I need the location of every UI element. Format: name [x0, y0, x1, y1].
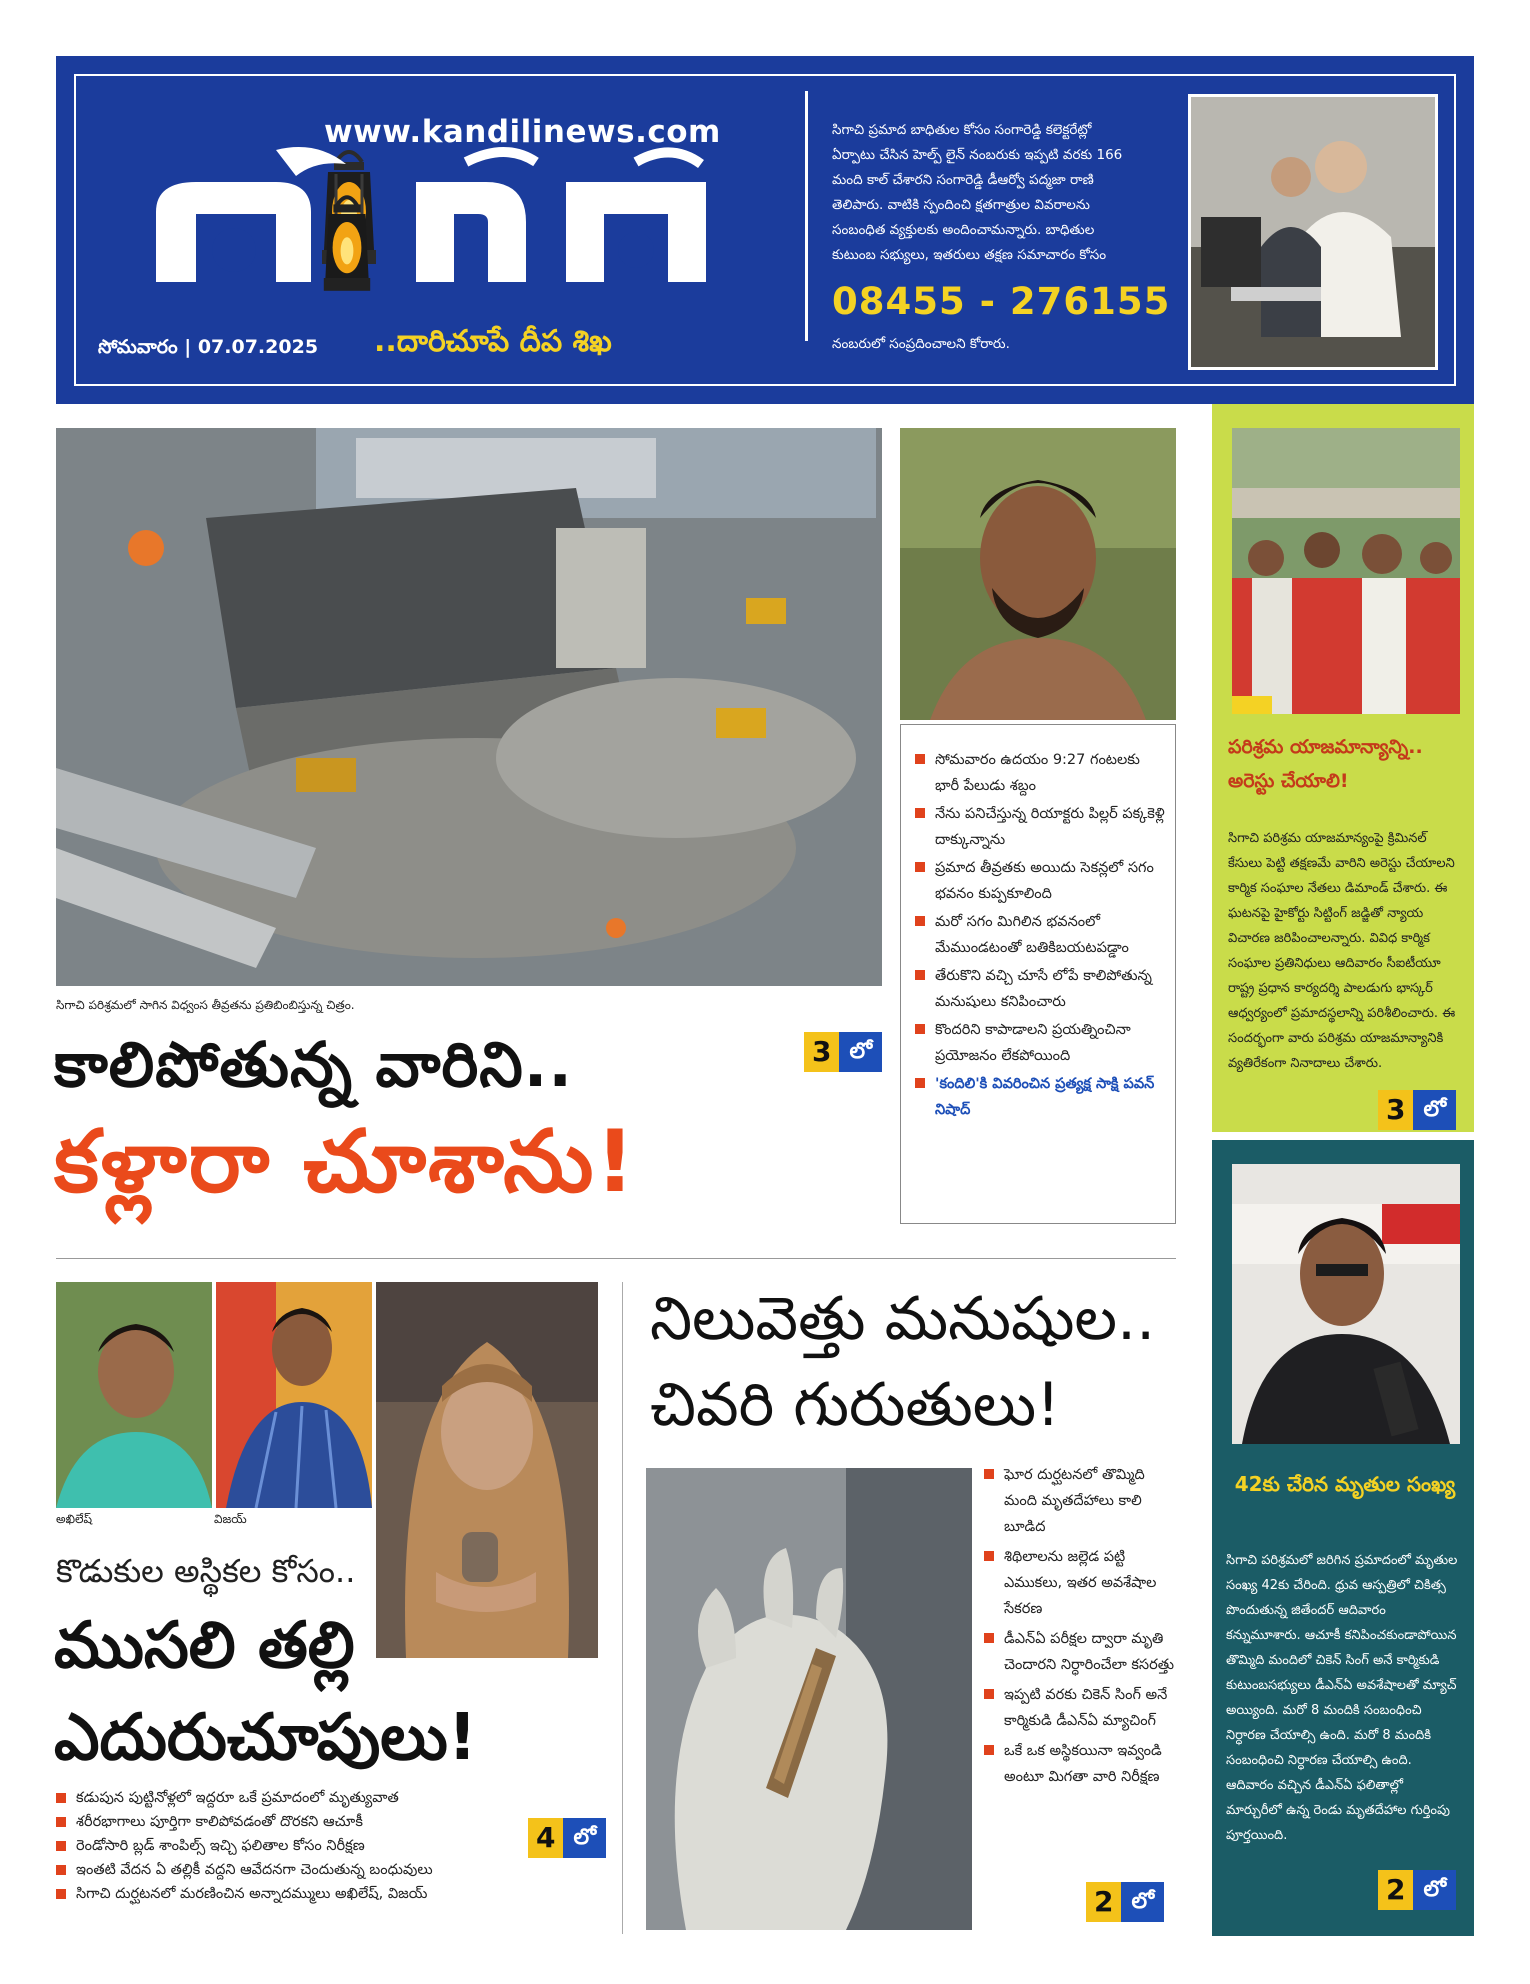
list-item: రెండోసారి బ్లడ్ శాంపిల్స్ ఇచ్చి ఫలితాల కోసం నిరీక్షణ [56, 1834, 596, 1858]
arrest-page-ref[interactable] [1378, 1090, 1456, 1130]
call-center-photo [1188, 94, 1438, 370]
protest-photo [1232, 428, 1460, 714]
helpline-footer: నంబరులో సంప్రదించాలని కోరారు. [832, 336, 1010, 352]
masthead-divider [805, 91, 808, 341]
page-suffix: లో [563, 1818, 606, 1858]
list-item: డీఎన్ఏ పరీక్షల ద్వారా మృతి చెందారని నిర్ధారించేలా కసరత్తు [984, 1626, 1180, 1678]
logo-lantern-icon [312, 182, 382, 302]
list-item: శరీరభాగాలు పూర్తిగా కాలిపోవడంతో దొరకని ఆచూకీ [56, 1810, 596, 1834]
list-item: ప్రమాద తీవ్రతకు అయిదు సెకన్లలో సగం భవనం కుప్పకూలింది [915, 855, 1165, 907]
list-item: తేరుకొని వచ్చి చూసే లోపే కాలిపోతున్న మనుషులు కనిపించారు [915, 963, 1165, 1015]
bone-remains-photo [646, 1468, 972, 1930]
list-item: నేను పనిచేస్తున్న రియాక్టరు పిల్లర్ పక్కకెళ్లి దాక్కున్నాను [915, 801, 1165, 853]
list-item: ఇంతటి వేదన ఏ తల్లికీ వద్దని ఆవేదనగా చెందుతున్న బంధువులు [56, 1858, 596, 1882]
lead-headline-line2[interactable]: కళ్లారా చూశాను! [54, 1112, 637, 1212]
list-item: సోమవారం ఉదయం 9:27 గంటలకు భారీ పేలుడు శబ్దం [915, 747, 1165, 799]
list-item: శిథిలాలను జల్లెడ పట్టి ఎముకలు, ఇతర అవశేషాల సేకరణ [984, 1544, 1180, 1622]
logo-wordmark [116, 142, 756, 306]
list-item: మరో సగం మిగిలిన భవనంలో మేముండటంతో బతికిబయటపడ్డాం [915, 909, 1165, 961]
mother-story-headline[interactable]: ముసలి తల్లి ఎదురుచూపులు! [54, 1609, 477, 1775]
helpline-description: సిగాచి ప్రమాద బాధితుల కోసం సంగారెడ్డి కలెక్టరేట్లో ఏర్పాటు చేసిన హెల్ప్ లైన్ నంబరుకు ఇప్పటి వరకు 166 మంది కాల్ చేశారని సంగారెడ్డి డీఆర్వో పద్మజా రాణి తెలిపారు. వాటికి స్పందించి క్షతగాత్రుల వివరాలను సంబంధిత వ్యక్తులకు అందించామన్నారు. బాధితుల కుటుంబ సభ్యులు, ఇతరులు తక్షణ సమాచారం కోసం [832, 122, 1123, 263]
lead-headline-line1[interactable]: కాలిపోతున్న వారిని.. [54, 1028, 573, 1101]
page-number: 2 [1086, 1882, 1121, 1922]
akhilesh-photo [56, 1282, 212, 1508]
section-divider [56, 1258, 1176, 1259]
list-item: సిగాచి దుర్ఘటనలో మరణించిన అన్నాదమ్ములు అఖిలేష్, విజయ్ [56, 1882, 596, 1906]
factory-collapse-photo [56, 428, 882, 986]
remains-story-headline[interactable]: నిలువెత్తు మనుషుల.. చివరి గురుతులు! [650, 1284, 1156, 1440]
page-number: 3 [1378, 1090, 1413, 1130]
page-suffix: లో [1121, 1882, 1164, 1922]
list-item: కొందరిని కాపాడాలని ప్రయత్నించినా ప్రయోజనం లేకపోయింది [915, 1017, 1165, 1069]
mother-story-kicker: కొడుకుల అస్థికల కోసం.. [56, 1552, 356, 1590]
akhilesh-caption: అఖిలేష్ [56, 1512, 93, 1526]
death-toll-title[interactable]: 42కు చేరిన మృతుల సంఖ్య [1234, 1472, 1456, 1496]
vijay-photo [216, 1282, 372, 1508]
list-item: కడుపున పుట్టినోళ్లలో ఇద్దరూ ఒకే ప్రమాదంలో మృత్యువాత [56, 1786, 596, 1810]
arrest-sidebar-title[interactable]: పరిశ్రమ యాజమాన్యాన్ని.. అరెస్టు చేయాలి! [1228, 736, 1423, 792]
list-item: ఇప్పటి వరకు చికెన్ సింగ్ అనే కార్మికుడి డీఎన్ఏ మ్యాచింగ్ [984, 1682, 1180, 1734]
reporter-photo [1232, 1164, 1460, 1444]
page-number: 3 [804, 1032, 839, 1072]
page-suffix: లో [839, 1032, 882, 1072]
list-item: ఘోర దుర్ఘటనలో తొమ్మిది మంది మృతదేహాలు కాలి బూడిద [984, 1462, 1180, 1540]
logo-wordmark-art [116, 142, 756, 302]
page-number: 4 [528, 1818, 563, 1858]
list-item: ఒకే ఒక అస్థికయినా ఇవ్వండి అంటూ మిగతా వారి నిరీక్షణ [984, 1738, 1180, 1790]
remains-bullet-list [984, 1462, 1180, 1794]
death-toll-page-ref[interactable] [1378, 1870, 1456, 1910]
column-divider [622, 1282, 623, 1934]
site-url[interactable]: www.kandilinews.com [324, 114, 721, 150]
helpline-number[interactable]: 08455 - 276155 [832, 280, 1171, 323]
witness-portrait [900, 428, 1176, 720]
masthead [56, 56, 1474, 404]
mother-bullet-list [56, 1786, 596, 1906]
vijay-caption: విజయ్ [214, 1512, 247, 1526]
witness-credit: 'కందిలి'కి వివరించిన ప్రత్యక్ష సాక్షి పవన్ నిషాద్ [915, 1071, 1165, 1123]
witness-account-box [900, 724, 1176, 1224]
issue-date: సోమవారం | 07.07.2025 [98, 336, 319, 358]
tagline: ..దారిచూపే దీప శిఖ [374, 324, 612, 359]
page-suffix: లో [1413, 1870, 1456, 1910]
page-suffix: లో [1413, 1090, 1456, 1130]
lead-page-ref[interactable] [804, 1032, 882, 1072]
remains-page-ref[interactable] [1086, 1882, 1164, 1922]
witness-bullet-list [915, 747, 1165, 1123]
main-photo-caption: సిగాచి పరిశ్రమలో సాగిన విధ్వంస తీవ్రతను ప్రతిబింబిస్తున్న చిత్రం. [56, 998, 355, 1012]
page-number: 2 [1378, 1870, 1413, 1910]
death-toll-body: సిగాచి పరిశ్రమలో జరిగిన ప్రమాదంలో మృతుల సంఖ్య 42కు చేరింది. ధ్రువ ఆస్పత్రిలో చికిత్స పొందుతున్న జితేందర్ ఆదివారం కన్నుమూశారు. ఆచూకీ కనిపించకుండాపోయిన తొమ్మిది మందిలో చికెన్ సింగ్ అనే కార్మికుడి కుటుంబసభ్యులు డీఎన్ఏ అవశేషాలతో మ్యాచ్ అయ్యింది. మరో 8 మందికి సంబంధించి నిర్ధారణ చేయాల్సి ఉంది. మరో 8 మందికి సంబంధించి నిర్ధారణ చేయాల్సి ఉంది. ఆదివారం వచ్చిన డీఎన్ఏ ఫలితాల్లో మార్చురీలో ఉన్న రెండు మృతదేహాల గుర్తింపు పూర్తయింది. [1226, 1553, 1458, 1843]
arrest-sidebar-body: సిగాచి పరిశ్రమ యాజమాన్యంపై క్రిమినల్ కేసులు పెట్టి తక్షణమే వారిని అరెస్టు చేయాలని కార్మిక సంఘాల నేతలు డిమాండ్ చేశారు. ఈ ఘటనపై హైకోర్టు సిట్టింగ్ జడ్జితో న్యాయ విచారణ జరిపించాలన్నారు. వివిధ కార్మిక సంఘాల ప్రతినిధులు ఆదివారం సీఐటీయూ రాష్ట్ర ప్రధాన కార్యదర్శి పాలడుగు భాస్కర్ ఆధ్వర్యంలో ప్రమాదస్థలాన్ని పరిశీలించారు. ఈ సందర్భంగా వారు పరిశ్రమ యాజమాన్యానికి వ్యతిరేకంగా నినాదాలు చేశారు. [1228, 831, 1456, 1071]
